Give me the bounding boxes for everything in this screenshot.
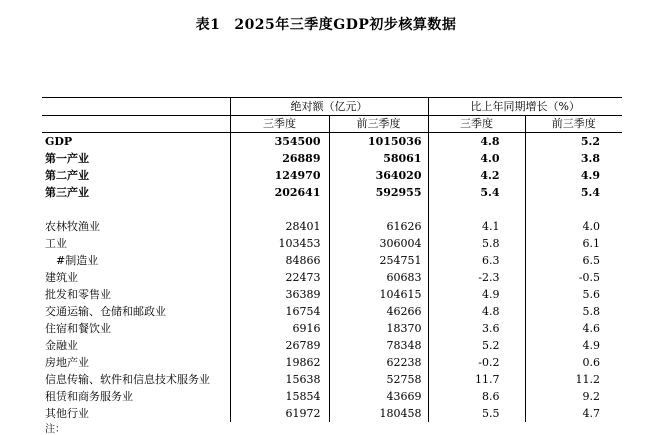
row-value: 43669 xyxy=(329,388,428,405)
table-row xyxy=(42,303,622,320)
row-label: 农林牧渔业 xyxy=(45,220,100,233)
table-row xyxy=(42,320,622,337)
note-label: 注： xyxy=(45,424,65,435)
gdp-table xyxy=(42,97,622,422)
table-row xyxy=(42,286,622,303)
page-title xyxy=(0,14,652,34)
row-value: 5.8 xyxy=(525,303,622,320)
row-value: 18370 xyxy=(329,320,428,337)
table-number: 表1 xyxy=(195,17,221,33)
row-value: 124970 xyxy=(230,167,329,184)
row-value: 58061 xyxy=(329,150,428,167)
row-value: 4.8 xyxy=(428,303,525,320)
row-value: 3.6 xyxy=(428,320,525,337)
spacer-cell xyxy=(329,201,428,218)
row-label: 租赁和商务服务业 xyxy=(45,390,133,403)
row-value: 19862 xyxy=(230,354,329,371)
header-q3-growth: 三季度 xyxy=(428,116,525,133)
header-blank xyxy=(42,116,230,133)
row-value: 61972 xyxy=(230,405,329,422)
row-value: 84866 xyxy=(230,252,329,269)
spacer-cell xyxy=(525,201,622,218)
row-value: 6.1 xyxy=(525,235,622,252)
row-value: 4.9 xyxy=(525,167,622,184)
spacer-row xyxy=(42,201,622,218)
row-value: 5.6 xyxy=(525,286,622,303)
row-label: GDP xyxy=(45,135,73,148)
row-value: 104615 xyxy=(329,286,428,303)
row-value: 364020 xyxy=(329,167,428,184)
table-title: 2025年三季度GDP初步核算数据 xyxy=(234,17,457,33)
table-row xyxy=(42,252,622,269)
row-value: 4.6 xyxy=(525,320,622,337)
table-row xyxy=(42,218,622,235)
table-row xyxy=(42,150,622,167)
table-row xyxy=(42,405,622,422)
row-label: 其他行业 xyxy=(45,407,89,420)
row-value: 1015036 xyxy=(329,133,428,151)
row-label: 住宿和餐饮业 xyxy=(45,322,111,335)
row-value: 3.8 xyxy=(525,150,622,167)
row-value: 26789 xyxy=(230,337,329,354)
row-value: 5.4 xyxy=(428,184,525,201)
row-label: 工业 xyxy=(45,237,67,250)
row-value: -0.2 xyxy=(428,354,525,371)
row-value: 180458 xyxy=(329,405,428,422)
row-value: 15854 xyxy=(230,388,329,405)
row-value: 36389 xyxy=(230,286,329,303)
row-value: 4.9 xyxy=(428,286,525,303)
row-value: 306004 xyxy=(329,235,428,252)
table-row xyxy=(42,133,622,151)
table-row xyxy=(42,235,622,252)
row-value: 62238 xyxy=(329,354,428,371)
row-value: 4.9 xyxy=(525,337,622,354)
row-value: 4.0 xyxy=(428,150,525,167)
row-value: 9.2 xyxy=(525,388,622,405)
row-value: 254751 xyxy=(329,252,428,269)
row-value: 5.4 xyxy=(525,184,622,201)
row-label: 建筑业 xyxy=(45,271,78,284)
row-value: 4.1 xyxy=(428,218,525,235)
header-ytd-growth: 前三季度 xyxy=(525,116,622,133)
row-value: 22473 xyxy=(230,269,329,286)
row-value: 11.7 xyxy=(428,371,525,388)
spacer-cell xyxy=(42,201,230,218)
row-value: 4.0 xyxy=(525,218,622,235)
row-value: 5.2 xyxy=(525,133,622,151)
row-value: -2.3 xyxy=(428,269,525,286)
row-label: 批发和零售业 xyxy=(45,288,111,301)
row-value: 5.5 xyxy=(428,405,525,422)
row-value: 28401 xyxy=(230,218,329,235)
row-value: 354500 xyxy=(230,133,329,151)
row-label: 交通运输、仓储和邮政业 xyxy=(45,305,166,318)
table-row xyxy=(42,354,622,371)
header-absolute: 绝对额（亿元） xyxy=(230,98,428,116)
row-value: 60683 xyxy=(329,269,428,286)
row-label: 第一产业 xyxy=(45,152,89,165)
row-label: 第三产业 xyxy=(45,186,89,199)
header-ytd-abs: 前三季度 xyxy=(329,116,428,133)
header-blank xyxy=(42,98,230,116)
row-value: 6.3 xyxy=(428,252,525,269)
row-value: 5.2 xyxy=(428,337,525,354)
row-value: 15638 xyxy=(230,371,329,388)
row-label: 信息传输、软件和信息技术服务业 xyxy=(45,373,210,386)
row-value: 4.8 xyxy=(428,133,525,151)
row-label: #制造业 xyxy=(56,254,99,267)
row-value: 592955 xyxy=(329,184,428,201)
row-value: 46266 xyxy=(329,303,428,320)
table-row xyxy=(42,269,622,286)
row-value: 26889 xyxy=(230,150,329,167)
table-row xyxy=(42,371,622,388)
row-value: 78348 xyxy=(329,337,428,354)
table-row xyxy=(42,184,622,201)
row-value: 8.6 xyxy=(428,388,525,405)
row-value: 11.2 xyxy=(525,371,622,388)
row-value: 61626 xyxy=(329,218,428,235)
row-label: 第二产业 xyxy=(45,169,89,182)
row-value: 202641 xyxy=(230,184,329,201)
row-value: 4.7 xyxy=(525,405,622,422)
table-row xyxy=(42,337,622,354)
row-value: 16754 xyxy=(230,303,329,320)
spacer-cell xyxy=(230,201,329,218)
table-row xyxy=(42,388,622,405)
row-label: 房地产业 xyxy=(45,356,89,369)
row-value: 0.6 xyxy=(525,354,622,371)
row-value: 6916 xyxy=(230,320,329,337)
header-q3-abs: 三季度 xyxy=(230,116,329,133)
row-value: -0.5 xyxy=(525,269,622,286)
row-value: 6.5 xyxy=(525,252,622,269)
row-label: 金融业 xyxy=(45,339,78,352)
row-value: 4.2 xyxy=(428,167,525,184)
spacer-cell xyxy=(428,201,525,218)
row-value: 5.8 xyxy=(428,235,525,252)
row-value: 52758 xyxy=(329,371,428,388)
row-value: 103453 xyxy=(230,235,329,252)
table-row xyxy=(42,167,622,184)
header-growth: 比上年同期增长（%） xyxy=(428,98,622,116)
